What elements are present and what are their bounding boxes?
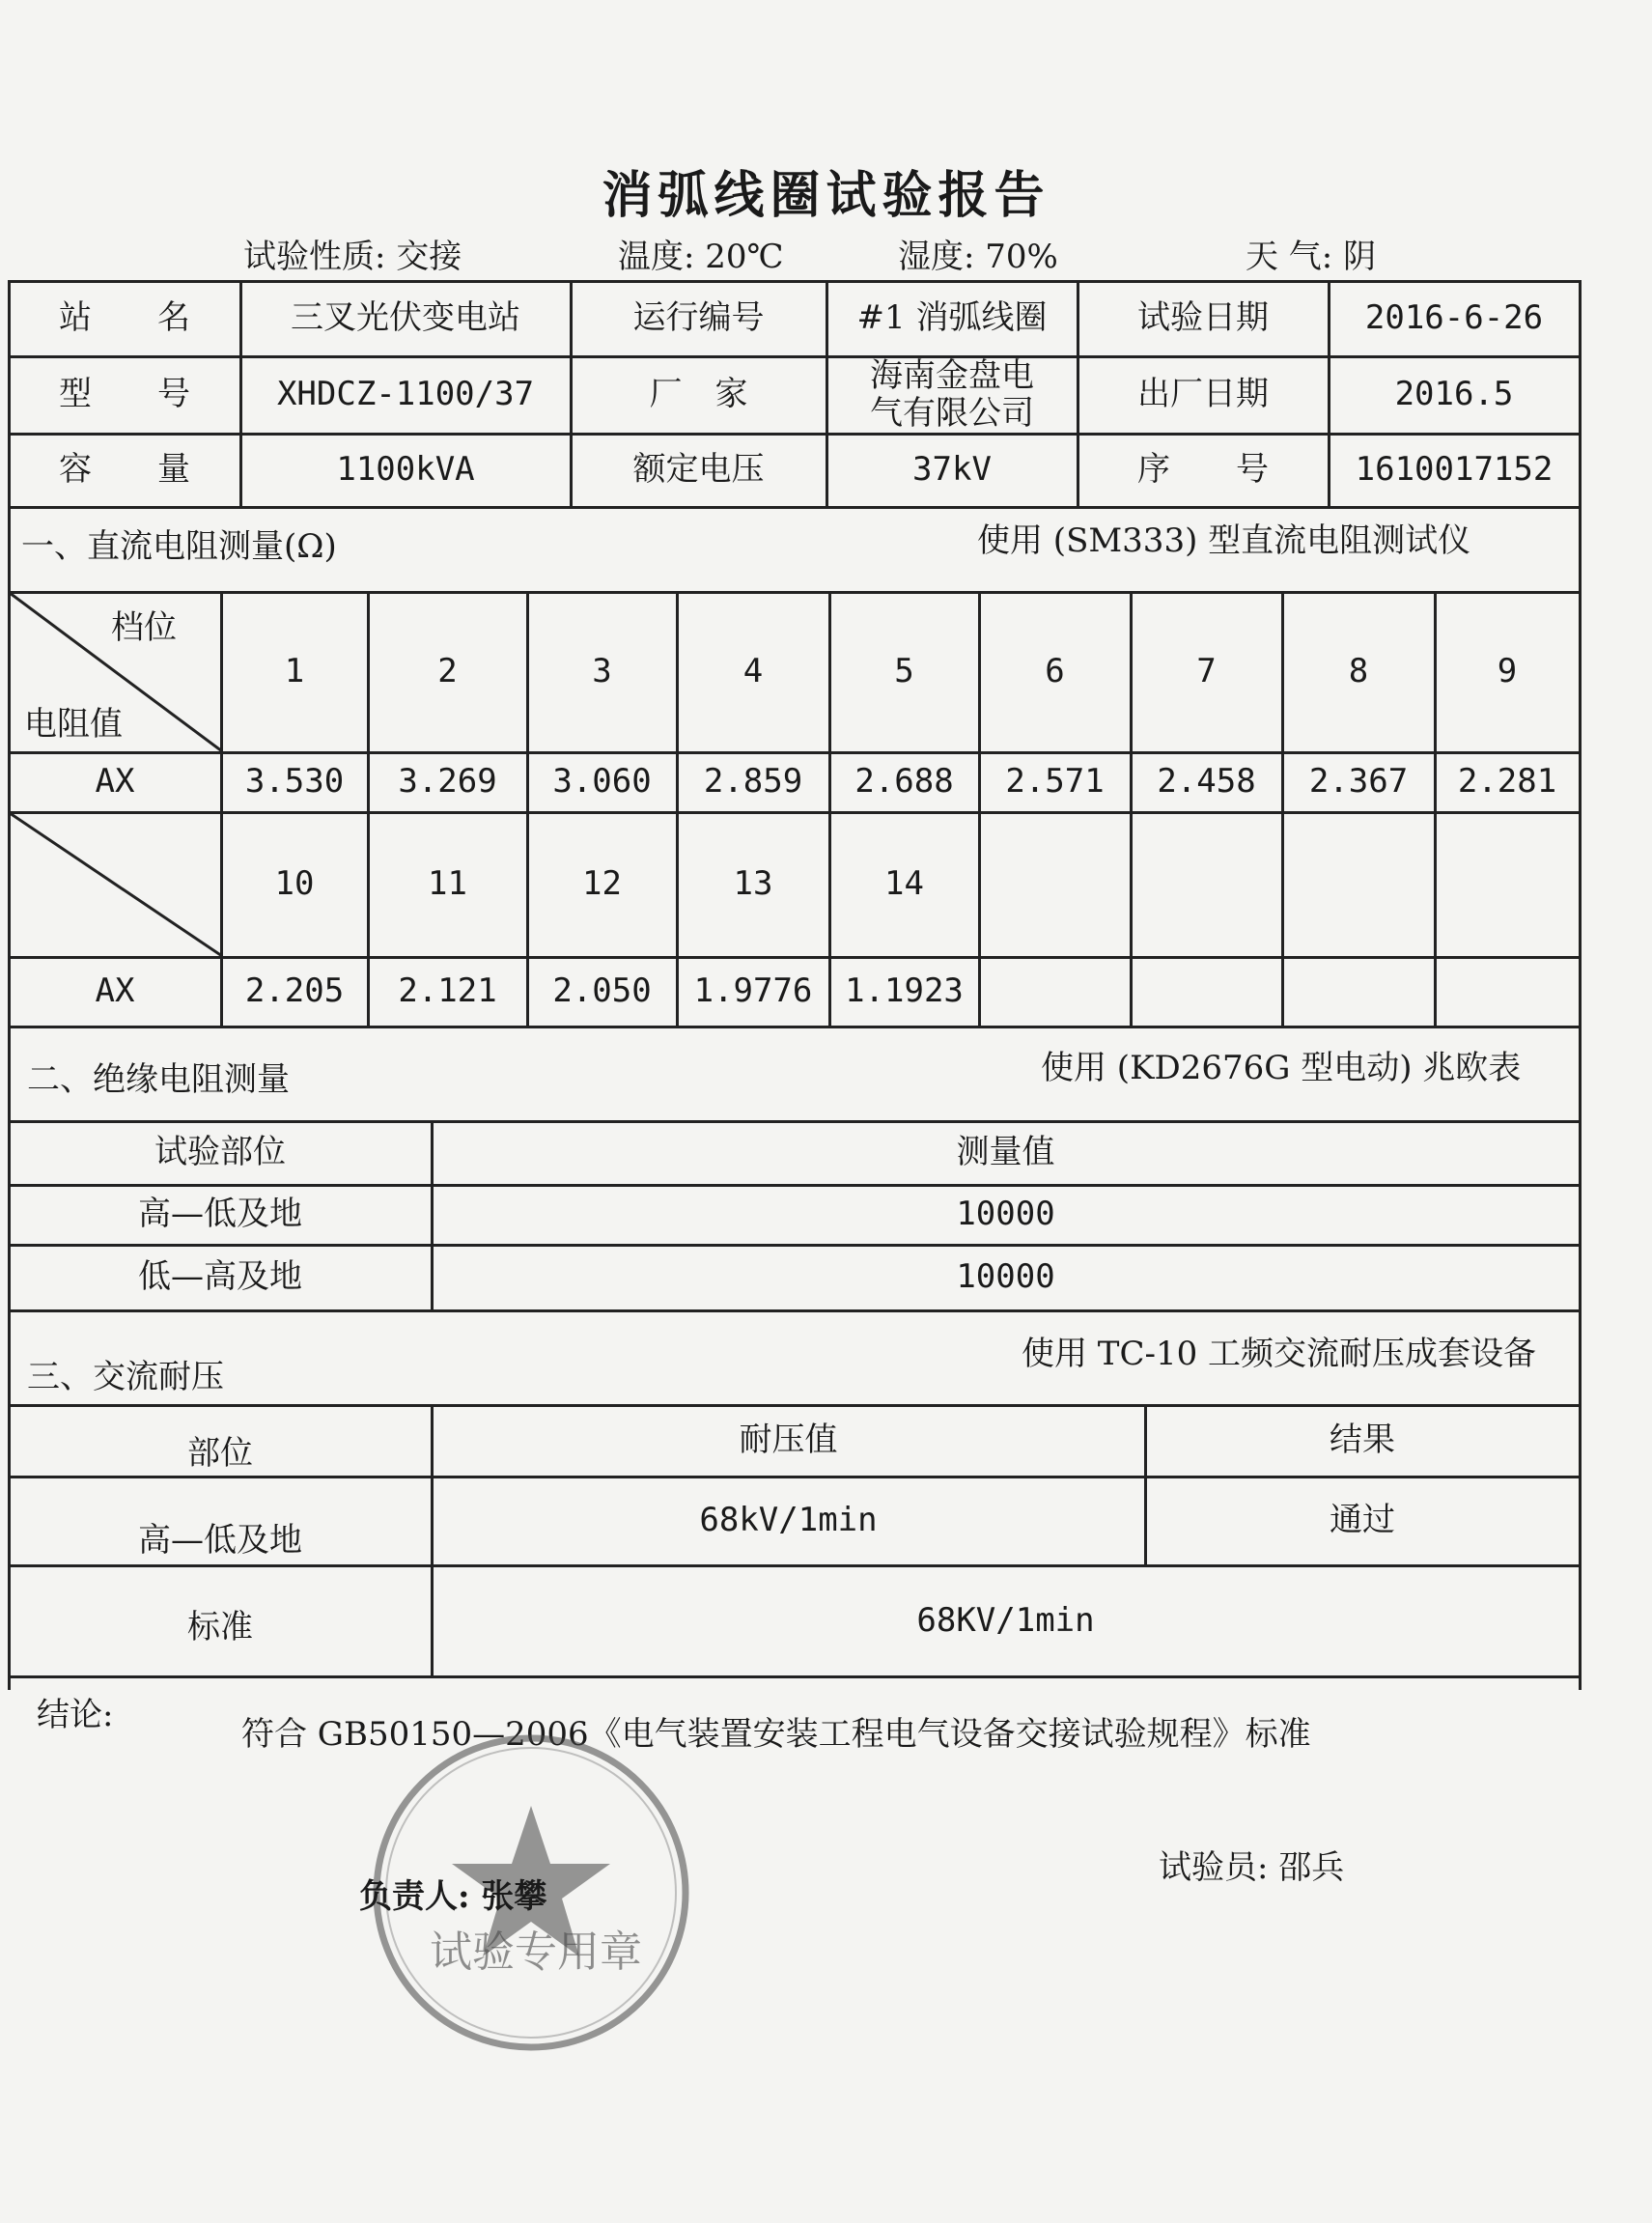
- ins-instrument: 使用 (KD2676G 型电动) 兆欧表: [1041, 1049, 1522, 1087]
- ac-std-value: 68KV/1min: [916, 1600, 1095, 1640]
- dc-position: 14: [884, 864, 924, 904]
- dc-value: [1283, 958, 1434, 1026]
- ac-std-label: 标准: [187, 1607, 253, 1646]
- dc-position: 1: [284, 652, 305, 691]
- test-date-value: 2016-6-26: [1364, 298, 1544, 338]
- ins-row-value: 10000: [956, 1257, 1055, 1297]
- dc-corner-diagonal-2: [10, 813, 222, 956]
- maker-label: 厂 家: [649, 375, 748, 414]
- dc-position: 5: [894, 652, 914, 691]
- dc-value: [1436, 958, 1579, 1026]
- ins-col-part: 试验部位: [154, 1133, 286, 1172]
- temperature: 温度: 20℃: [618, 238, 784, 276]
- capacity-value: 1100kVA: [336, 450, 475, 490]
- ins-row-part: 高—低及地: [138, 1195, 302, 1234]
- station-label: 站 名: [59, 298, 190, 338]
- ins-col-value: 测量值: [956, 1133, 1055, 1172]
- prod-date-label: 出厂日期: [1137, 375, 1269, 414]
- ins-grid-line: [8, 1309, 1582, 1312]
- ins-row-value: 10000: [956, 1195, 1055, 1234]
- dc-value: [1132, 958, 1281, 1026]
- maker-value-line2: 气有限公司: [870, 394, 1034, 433]
- dc-instrument: 使用 (SM333) 型直流电阻测试仪: [977, 521, 1471, 560]
- dc-value: [980, 958, 1130, 1026]
- dc-value: 2.367: [1308, 762, 1409, 802]
- run-no-label: 运行编号: [632, 298, 765, 338]
- model-label: 型 号: [59, 375, 190, 414]
- report-title: 消弧线圈试验报告: [602, 167, 1050, 225]
- dc-position: 13: [733, 864, 773, 904]
- dc-position: [1436, 813, 1579, 956]
- ac-row-value: 68kV/1min: [699, 1501, 878, 1540]
- dc-position: 6: [1045, 652, 1065, 691]
- dc-value: 1.1923: [845, 971, 964, 1011]
- ins-section-title: 二、绝缘电阻测量: [27, 1060, 290, 1099]
- weather: 天 气: 阴: [1246, 238, 1377, 276]
- ac-grid-line: [8, 1675, 1582, 1678]
- border-right: [1579, 280, 1582, 1690]
- dc-value: 2.281: [1457, 762, 1557, 802]
- ac-instrument: 使用 TC-10 工频交流耐压成套设备: [1022, 1335, 1537, 1373]
- run-no-value: #1 消弧线圈: [856, 298, 1048, 338]
- conclusion-label: 结论:: [37, 1696, 114, 1734]
- dc-grid-line: [8, 1026, 1582, 1028]
- seal-text: 试验专用章: [430, 1928, 642, 1977]
- station-value: 三叉光伏变电站: [291, 298, 520, 338]
- ac-section-title: 三、交流耐压: [27, 1358, 224, 1396]
- dc-position: [1132, 813, 1281, 956]
- test-date-label: 试验日期: [1137, 298, 1269, 338]
- dc-corner-position: 档位: [111, 608, 177, 647]
- dc-value: 2.688: [854, 762, 954, 802]
- dc-position: 11: [428, 864, 467, 904]
- dc-position: [980, 813, 1130, 956]
- dc-row-label: AX: [95, 971, 135, 1011]
- dc-value: 2.571: [1005, 762, 1105, 802]
- dc-value: 3.269: [398, 762, 497, 802]
- dc-value: 2.050: [552, 971, 652, 1011]
- dc-value: 2.458: [1157, 762, 1256, 802]
- rated-voltage-label: 额定电压: [632, 450, 765, 490]
- dc-value: 2.121: [398, 971, 497, 1011]
- ac-row-part: 高—低及地: [138, 1521, 302, 1561]
- ins-row-part: 低—高及地: [138, 1257, 302, 1297]
- dc-position: 12: [582, 864, 622, 904]
- humidity: 湿度: 70%: [898, 238, 1058, 276]
- dc-position: 9: [1497, 652, 1518, 691]
- dc-row-label: AX: [95, 762, 135, 802]
- conclusion-text: 符合 GB50150—2006《电气装置安装工程电气设备交接试验规程》标准: [241, 1715, 1311, 1754]
- capacity-label: 容 量: [59, 450, 190, 490]
- maker-value-line1: 海南金盘电: [870, 355, 1034, 395]
- dc-value: 1.9776: [693, 971, 813, 1011]
- manager-sign: 负责人: 张攀: [359, 1877, 547, 1916]
- serial-value: 1610017152: [1355, 450, 1554, 490]
- dc-value: 3.530: [244, 762, 345, 802]
- dc-position: 8: [1348, 652, 1369, 691]
- ac-col-part: 部位: [187, 1434, 253, 1474]
- dc-position: 3: [592, 652, 612, 691]
- rated-voltage-value: 37kV: [912, 450, 992, 490]
- test-nature: 试验性质: 交接: [243, 238, 462, 276]
- ac-col-value: 耐压值: [739, 1421, 838, 1460]
- dc-position: [1283, 813, 1434, 956]
- dc-value: 2.205: [244, 971, 345, 1011]
- maker-value: [827, 357, 1077, 433]
- dc-section-title: 一、直流电阻测量(Ω): [21, 527, 337, 566]
- prod-date-value: 2016.5: [1394, 375, 1514, 414]
- dc-position: 7: [1196, 652, 1217, 691]
- model-value: XHDCZ-1100/37: [276, 375, 535, 414]
- tester-sign: 试验员: 邵兵: [1159, 1848, 1345, 1887]
- dc-position: 10: [274, 864, 315, 904]
- info-row-line: [8, 506, 1582, 509]
- dc-value: 2.859: [703, 762, 803, 802]
- dc-value: 3.060: [552, 762, 652, 802]
- ac-row-result: 通过: [1330, 1501, 1395, 1540]
- dc-position: 2: [437, 652, 458, 691]
- dc-corner-resistance: 电阻值: [24, 705, 123, 744]
- dc-position: 4: [742, 652, 764, 691]
- ac-col-result: 结果: [1330, 1421, 1395, 1460]
- serial-label: 序 号: [1137, 450, 1269, 490]
